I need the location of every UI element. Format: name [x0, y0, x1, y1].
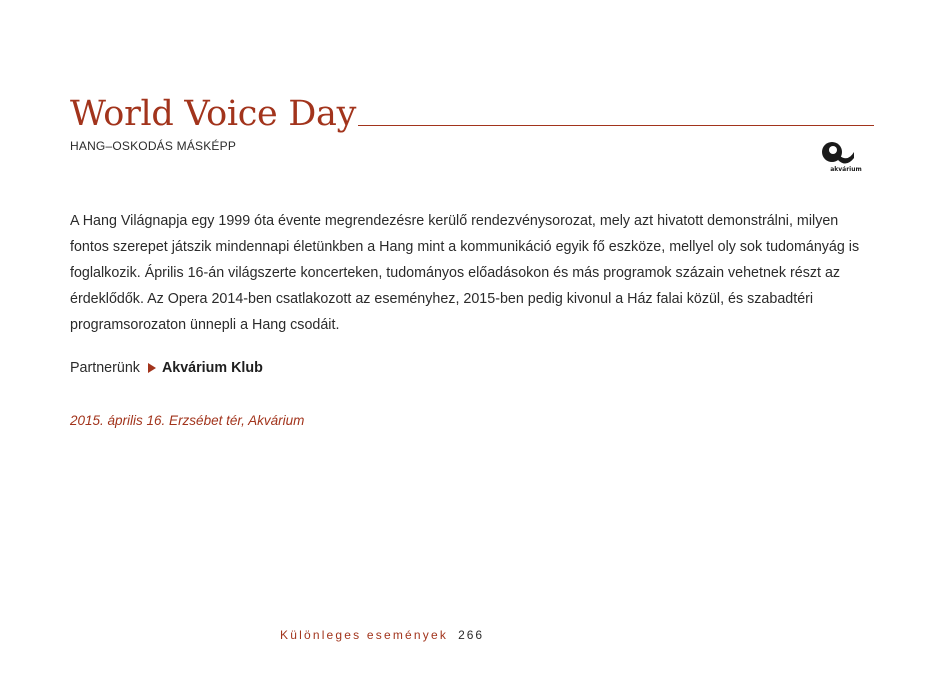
partner-line: [70, 360, 263, 376]
akvarium-logo: [818, 138, 874, 174]
play-arrow-icon: [148, 363, 156, 373]
partner-label: Partnerünk: [70, 360, 140, 376]
logo-text: akvárium: [830, 166, 862, 173]
title-row: [70, 92, 874, 132]
logo-circle-hole: [829, 146, 837, 154]
page-subtitle: HANG–OSKODÁS MÁSKÉPP: [70, 139, 237, 153]
event-date-location: 2015. április 16. Erzsébet tér, Akvárium: [70, 413, 305, 428]
title-rule: [358, 125, 874, 126]
page-number: 266: [458, 628, 485, 642]
footer-section-title: Különleges események: [280, 628, 449, 642]
page-footer: [280, 628, 484, 642]
partner-link[interactable]: Akvárium Klub: [161, 360, 263, 376]
page-title: World Voice Day: [70, 94, 357, 134]
body-paragraph: A Hang Világnapja egy 1999 óta évente megrendezésre kerülő rendezvénysorozat, mely azt hivatott demonstrálni, milyen fontos szerepet játszik mindennapi életünkben a Hang mint a kommunikáció egyik fő eszköze, mellyel oly sok tudományág is foglalkozik. Április 16-án világszerte koncerteken, tudományos előadásokon és más programok százain vehetnek részt az érdeklődők. Az Opera 2014-ben csatlakozott az eseményhez, 2015-ben pedig kivonul a Ház falai közül, és szabadtéri programsorozaton ünnepli a Hang csodáit.: [70, 213, 860, 333]
